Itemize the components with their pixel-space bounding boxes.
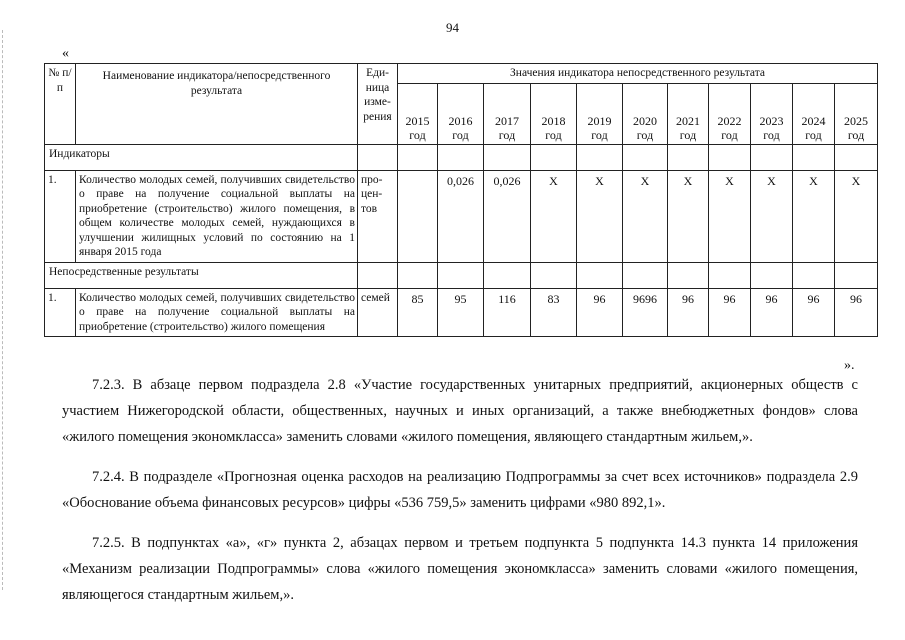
row-value: Х <box>709 170 751 262</box>
row-value: 83 <box>531 288 577 337</box>
header-year: 2015 год <box>398 83 438 144</box>
row-number: 1. <box>45 170 76 262</box>
table-cell <box>531 262 577 288</box>
row-value: Х <box>577 170 623 262</box>
section-row-results <box>45 262 878 288</box>
table-cell <box>668 144 709 170</box>
table-cell <box>398 262 438 288</box>
paragraph-7-2-4: 7.2.4. В подразделе «Прогнозная оценка расходов на реализацию Подпрограммы за счет всех источников» подраздела 2.9 «Обоснование объема финансовых ресурсов» цифры «536 759,5» заменить цифрами «980 892,1». <box>62 469 858 511</box>
section-row-indicators <box>45 144 878 170</box>
table-cell <box>668 262 709 288</box>
table-cell <box>835 144 878 170</box>
table-header-row <box>45 64 878 84</box>
paragraph-7-2-5: 7.2.5. В подпунктах «а», «г» пункта 2, абзацах первом и третьем подпункта 5 подпункта 14.3 пункта 14 приложения «Механизм реализации Подпрограммы» слова «жилого помещения экономкласса» заменить словами «жилого помещения, являющегося стандартным жильем,». <box>62 535 858 603</box>
header-year: 2023 год <box>751 83 793 144</box>
header-year: 2019 год <box>577 83 623 144</box>
row-value: 0,026 <box>484 170 531 262</box>
header-year: 2022 год <box>709 83 751 144</box>
header-year: 2017 год <box>484 83 531 144</box>
amendment-text <box>62 372 858 608</box>
table-cell <box>398 144 438 170</box>
header-year: 2020 год <box>623 83 668 144</box>
table-cell <box>793 144 835 170</box>
table-cell <box>709 144 751 170</box>
header-year: 2025 год <box>835 83 878 144</box>
table-row-result <box>45 288 878 337</box>
table-cell <box>438 262 484 288</box>
table-cell <box>358 144 398 170</box>
header-values-caption: Значения индикатора непосредственного результата <box>398 64 878 84</box>
row-value: 85 <box>398 288 438 337</box>
row-value: 9696 <box>623 288 668 337</box>
table-cell <box>793 262 835 288</box>
table-cell <box>358 262 398 288</box>
table-row-indicator <box>45 170 878 262</box>
opening-quote: « <box>62 46 69 61</box>
table-cell <box>577 262 623 288</box>
header-number: № п/п <box>45 64 76 145</box>
header-year: 2021 год <box>668 83 709 144</box>
row-value: 96 <box>577 288 623 337</box>
row-value: 96 <box>668 288 709 337</box>
row-value: Х <box>668 170 709 262</box>
row-value: 96 <box>751 288 793 337</box>
row-value: 96 <box>793 288 835 337</box>
table-cell <box>709 262 751 288</box>
header-year: 2016 год <box>438 83 484 144</box>
closing-quote: ». <box>844 358 855 373</box>
section-title-indicators: Индикаторы <box>45 144 358 170</box>
table-cell <box>531 144 577 170</box>
row-value: 116 <box>484 288 531 337</box>
header-year: 2018 год <box>531 83 577 144</box>
table-cell <box>623 262 668 288</box>
table-cell <box>577 144 623 170</box>
row-value: 95 <box>438 288 484 337</box>
table-cell <box>751 144 793 170</box>
page-edge-rule <box>2 30 3 590</box>
table-cell <box>484 144 531 170</box>
header-year: 2024 год <box>793 83 835 144</box>
paragraph-7-2-3: 7.2.3. В абзаце первом подраздела 2.8 «Участие государственных унитарных предприятий, акционерных обществ с участием Нижегородской области, общественных, научных и иных организаций, а также внебюджетных фондов» слова «жилого помещения экономкласса» заменить словами «жилого помещения, являющего стандартным жильем,». <box>62 377 858 445</box>
row-number: 1. <box>45 288 76 337</box>
row-description: Количество молодых семей, получивших свидетельство о праве на получение социальной выплаты на приобретение (строительство) жилого помещения <box>76 288 358 337</box>
table-cell <box>484 262 531 288</box>
table-cell <box>623 144 668 170</box>
row-value <box>398 170 438 262</box>
page-number: 94 <box>446 20 459 35</box>
row-unit: семей <box>358 288 398 337</box>
indicators-table <box>44 63 878 337</box>
table-cell <box>751 262 793 288</box>
table-cell <box>835 262 878 288</box>
row-unit: про-цен-тов <box>358 170 398 262</box>
row-value: Х <box>531 170 577 262</box>
row-value: Х <box>751 170 793 262</box>
header-name: Наименование индикатора/непосредственного результата <box>76 64 358 145</box>
header-unit: Еди-ница изме-рения <box>358 64 398 145</box>
row-value: Х <box>623 170 668 262</box>
section-title-results: Непосредственные результаты <box>45 262 358 288</box>
row-value: Х <box>835 170 878 262</box>
row-value: Х <box>793 170 835 262</box>
row-value: 0,026 <box>438 170 484 262</box>
row-value: 96 <box>835 288 878 337</box>
row-description: Количество молодых семей, получивших свидетельство о праве на получение социальной выплаты на приобретение (строительство) жилого помещения, в общем количестве молодых семей, нуждающихся в улучшении жилищных условий по состоянию на 1 января 2015 года <box>76 170 358 262</box>
row-value: 96 <box>709 288 751 337</box>
table-cell <box>438 144 484 170</box>
